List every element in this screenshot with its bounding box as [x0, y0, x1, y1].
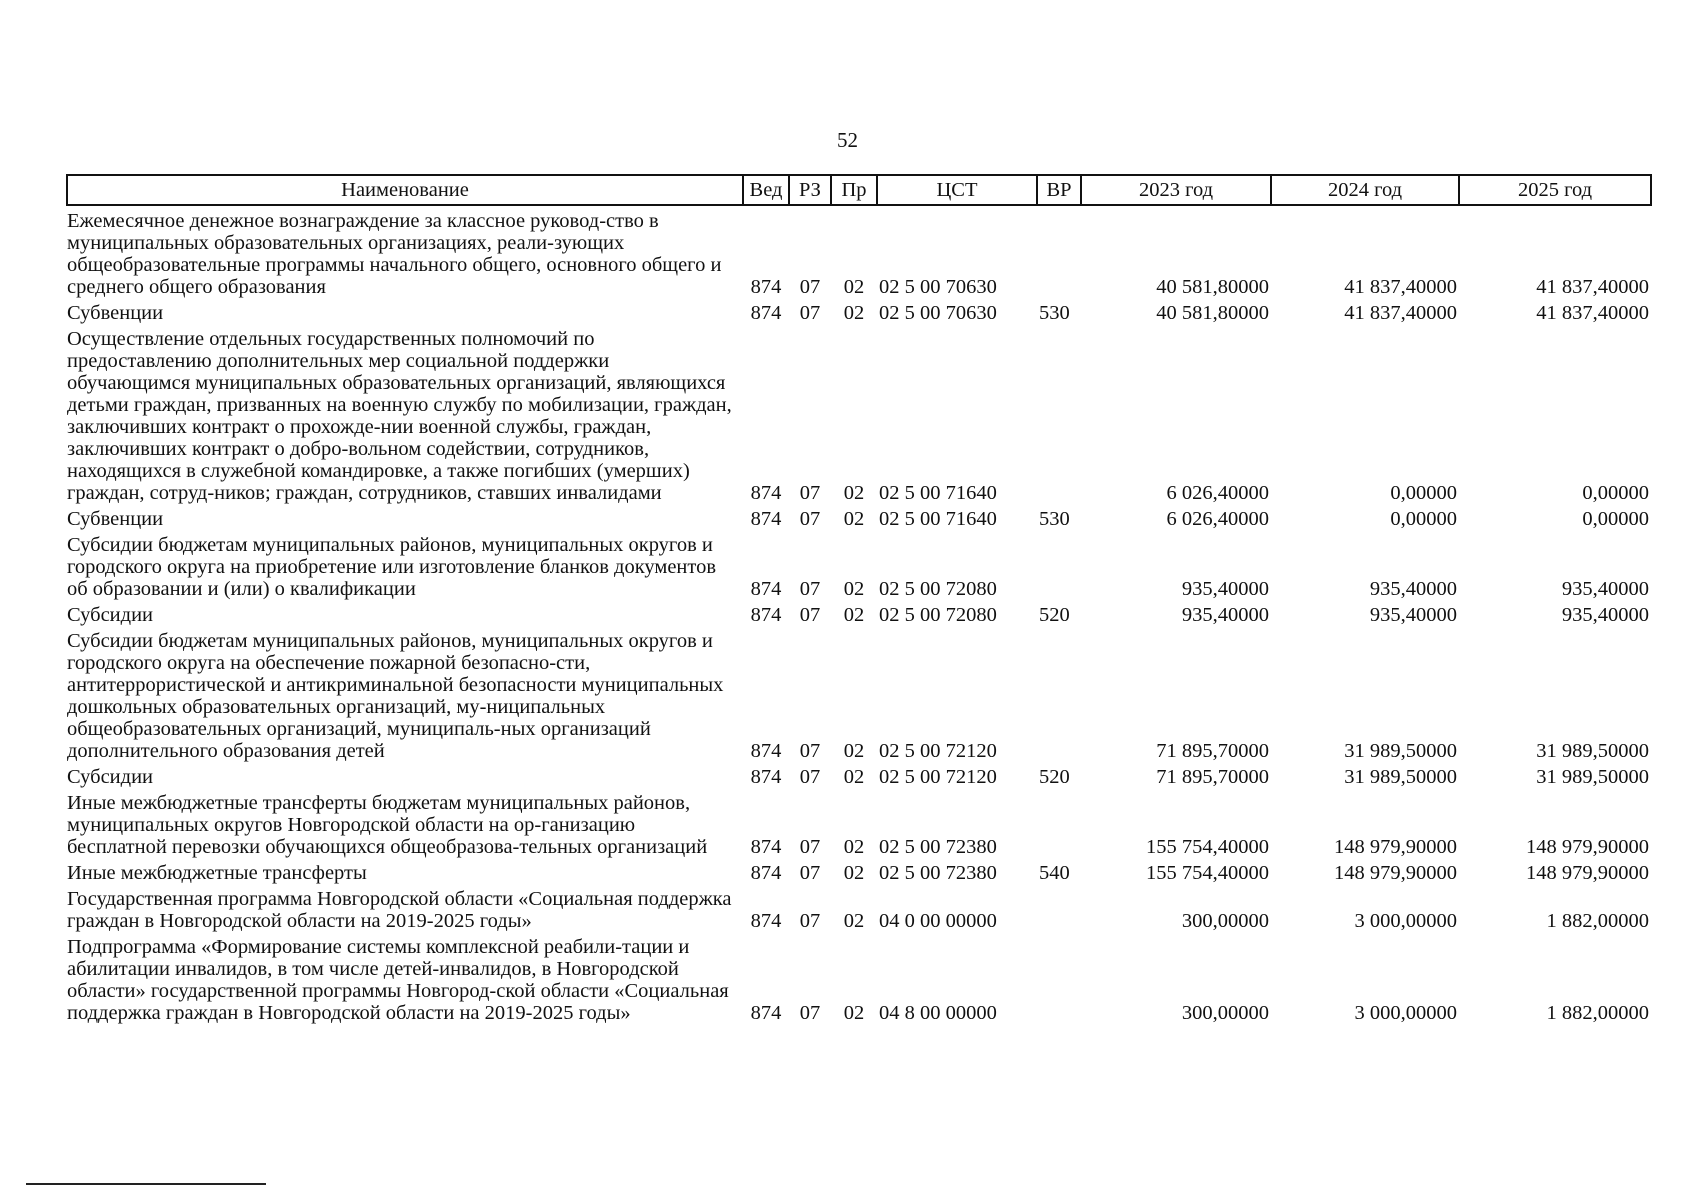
row-rz: 07	[799, 740, 821, 762]
row-rz: 07	[799, 910, 821, 932]
row-pr: 02	[843, 482, 865, 504]
row-name: Субсидии бюджетам муниципальных районов, муниципальных округов и городского округа на приобретение или изготовление бланков документов об образовании и (или) о квалификации	[67, 534, 717, 600]
row-name: Субсидии бюджетам муниципальных районов, муниципальных округов и городского округа на обеспечение пожарной безопасно-сти, антитеррористической и антикриминальной безопасности муниципальных дошкольных образовательных организаций, му-ниципальных общеобразовательных организаций, муниципаль-ных организаций дополнительного образования детей	[67, 630, 724, 762]
header-cst: ЦСТ	[877, 175, 1037, 205]
table-row	[67, 298, 1651, 324]
row-vr	[1037, 884, 1081, 932]
row-amount-2025: 935,40000	[1561, 578, 1649, 600]
row-amount-2025: 1 882,00000	[1546, 910, 1649, 932]
row-rz: 07	[799, 578, 821, 600]
table-row	[67, 932, 1651, 1024]
row-amount-2023: 40 581,80000	[1156, 302, 1269, 324]
row-vr: 530	[1039, 508, 1070, 530]
row-cst: 02 5 00 72080	[879, 604, 997, 626]
row-vr	[1037, 205, 1081, 298]
row-amount-2024: 31 989,50000	[1344, 740, 1457, 762]
header-2024: 2024 год	[1271, 175, 1459, 205]
row-amount-2024: 3 000,00000	[1354, 910, 1457, 932]
row-amount-2023: 6 026,40000	[1166, 508, 1269, 530]
row-vr: 520	[1039, 766, 1070, 788]
row-name: Подпрограмма «Формирование системы комплексной реабили-тации и абилитации инвалидов, в том числе детей-инвалидов, в Новгородской области» государственной программы Новгород-ской области «Социальная поддержка граждан в Новгородской области на 2019-2025 годы»	[67, 936, 729, 1024]
row-pr: 02	[843, 836, 865, 858]
row-amount-2024: 41 837,40000	[1344, 302, 1457, 324]
row-amount-2024: 935,40000	[1369, 604, 1457, 626]
row-amount-2025: 148 979,90000	[1526, 836, 1649, 858]
row-cst: 02 5 00 72380	[879, 836, 997, 858]
page-number: 52	[837, 128, 858, 152]
row-amount-2024: 148 979,90000	[1334, 862, 1457, 884]
row-name: Государственная программа Новгородской области «Социальная поддержка граждан в Новгородской области на 2019-2025 годы»	[67, 888, 732, 932]
table-row	[67, 600, 1651, 626]
row-amount-2024: 31 989,50000	[1344, 766, 1457, 788]
row-pr: 02	[843, 508, 865, 530]
row-vr	[1037, 530, 1081, 600]
row-vr: 530	[1039, 302, 1070, 324]
table-row	[67, 205, 1651, 298]
row-cst: 02 5 00 72080	[879, 578, 997, 600]
row-name: Ежемесячное денежное вознаграждение за классное руковод-ство в муниципальных образовательных организациях, реали-зующих общеобразовательные программы начального общего, основного общего и среднего общего образования	[67, 210, 722, 298]
row-rz: 07	[799, 604, 821, 626]
table-row	[67, 788, 1651, 858]
row-cst: 02 5 00 71640	[879, 508, 997, 530]
row-pr: 02	[843, 766, 865, 788]
row-amount-2023: 155 754,40000	[1146, 862, 1269, 884]
row-cst: 02 5 00 70630	[879, 302, 997, 324]
row-amount-2023: 71 895,70000	[1156, 766, 1269, 788]
table-row	[67, 324, 1651, 504]
row-ved: 874	[750, 276, 782, 298]
row-rz: 07	[799, 836, 821, 858]
row-amount-2025: 31 989,50000	[1536, 766, 1649, 788]
row-cst: 04 8 00 00000	[879, 1002, 997, 1024]
row-rz: 07	[799, 862, 821, 884]
row-pr: 02	[843, 604, 865, 626]
row-cst: 02 5 00 72120	[879, 766, 997, 788]
row-rz: 07	[799, 482, 821, 504]
row-amount-2023: 6 026,40000	[1166, 482, 1269, 504]
header-ved: Вед	[743, 175, 789, 205]
row-ved: 874	[750, 862, 782, 884]
row-cst: 02 5 00 72120	[879, 740, 997, 762]
row-amount-2024: 935,40000	[1369, 578, 1457, 600]
row-name: Иные межбюджетные трансферты бюджетам муниципальных районов, муниципальных округов Новгородской области на ор-ганизацию бесплатной перевозки обучающихся общеобразова-тельных организаций	[67, 792, 708, 858]
row-pr: 02	[843, 578, 865, 600]
budget-table	[66, 174, 1652, 1024]
row-amount-2025: 41 837,40000	[1536, 276, 1649, 298]
row-amount-2024: 148 979,90000	[1334, 836, 1457, 858]
row-pr: 02	[843, 1002, 865, 1024]
row-name: Субсидии	[67, 604, 154, 626]
row-amount-2025: 0,00000	[1582, 482, 1649, 504]
header-2025: 2025 год	[1459, 175, 1651, 205]
row-ved: 874	[750, 910, 782, 932]
table-header-row	[67, 175, 1651, 205]
row-amount-2025: 1 882,00000	[1546, 1002, 1649, 1024]
header-name: Наименование	[67, 175, 743, 205]
row-amount-2023: 40 581,80000	[1156, 276, 1269, 298]
row-vr	[1037, 626, 1081, 762]
row-name: Иные межбюджетные трансферты	[67, 862, 367, 884]
row-vr: 520	[1039, 604, 1070, 626]
row-cst: 02 5 00 70630	[879, 276, 997, 298]
row-ved: 874	[750, 508, 782, 530]
row-pr: 02	[843, 302, 865, 324]
row-pr: 02	[843, 740, 865, 762]
row-pr: 02	[843, 910, 865, 932]
row-cst: 02 5 00 72380	[879, 862, 997, 884]
row-pr: 02	[843, 276, 865, 298]
header-vr: ВР	[1037, 175, 1081, 205]
row-ved: 874	[750, 578, 782, 600]
table-row	[67, 530, 1651, 600]
row-name: Субсидии	[67, 766, 154, 788]
row-amount-2024: 0,00000	[1390, 482, 1457, 504]
row-amount-2025: 31 989,50000	[1536, 740, 1649, 762]
row-ved: 874	[750, 1002, 782, 1024]
row-rz: 07	[799, 508, 821, 530]
row-rz: 07	[799, 302, 821, 324]
row-vr	[1037, 932, 1081, 1024]
row-amount-2025: 0,00000	[1582, 508, 1649, 530]
row-ved: 874	[750, 604, 782, 626]
row-ved: 874	[750, 836, 782, 858]
row-ved: 874	[750, 766, 782, 788]
row-ved: 874	[750, 740, 782, 762]
row-vr	[1037, 788, 1081, 858]
header-pr: Пр	[831, 175, 877, 205]
row-amount-2023: 935,40000	[1181, 604, 1269, 626]
row-cst: 04 0 00 00000	[879, 910, 997, 932]
row-amount-2023: 155 754,40000	[1146, 836, 1269, 858]
row-rz: 07	[799, 276, 821, 298]
row-rz: 07	[799, 1002, 821, 1024]
row-cst: 02 5 00 71640	[879, 482, 997, 504]
row-vr: 540	[1039, 862, 1070, 884]
row-amount-2024: 41 837,40000	[1344, 276, 1457, 298]
footer-divider	[26, 1183, 266, 1185]
row-vr	[1037, 324, 1081, 504]
table-row	[67, 884, 1651, 932]
row-pr: 02	[843, 862, 865, 884]
table-row	[67, 626, 1651, 762]
row-amount-2024: 0,00000	[1390, 508, 1457, 530]
row-amount-2023: 71 895,70000	[1156, 740, 1269, 762]
table-row	[67, 504, 1651, 530]
row-amount-2024: 3 000,00000	[1354, 1002, 1457, 1024]
row-name: Субвенции	[67, 302, 164, 324]
row-ved: 874	[750, 302, 782, 324]
table-row	[67, 762, 1651, 788]
row-amount-2025: 41 837,40000	[1536, 302, 1649, 324]
row-name: Субвенции	[67, 508, 164, 530]
header-2023: 2023 год	[1081, 175, 1271, 205]
row-amount-2023: 300,00000	[1181, 1002, 1269, 1024]
table-row	[67, 858, 1651, 884]
row-amount-2025: 935,40000	[1561, 604, 1649, 626]
row-ved: 874	[750, 482, 782, 504]
row-amount-2023: 300,00000	[1181, 910, 1269, 932]
row-rz: 07	[799, 766, 821, 788]
header-rz: РЗ	[789, 175, 831, 205]
row-name: Осуществление отдельных государственных полномочий по предоставлению дополнительных мер социальной поддержки обучающимся муниципальных образовательных организаций, являющихся детьми граждан, призванных на военную службу по мобилизации, граждан, заключивших контракт о прохожде-нии военной службы, граждан, заключивших контракт о добро-вольном содействии, сотрудников, находящихся в служебной командировке, а также погибших (умерших) граждан, сотруд-ников; граждан, сотрудников, ставших инвалидами	[67, 328, 732, 504]
row-amount-2025: 148 979,90000	[1526, 862, 1649, 884]
row-amount-2023: 935,40000	[1181, 578, 1269, 600]
table-body	[67, 205, 1651, 1024]
